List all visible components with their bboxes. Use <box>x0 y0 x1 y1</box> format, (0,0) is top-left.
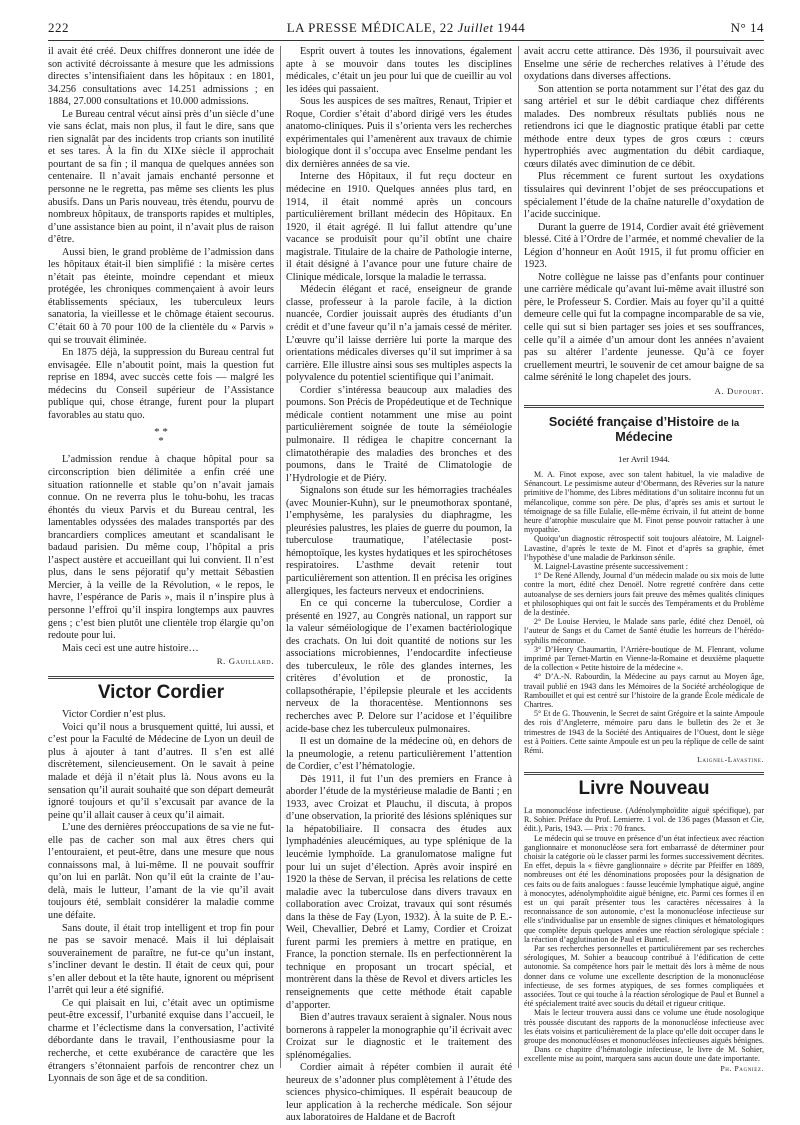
section-rule <box>524 405 764 408</box>
section-title-victor-cordier: Victor Cordier <box>97 681 225 703</box>
meeting-date: 1er Avril 1944. <box>618 454 670 465</box>
paragraph: Victor Cordier n’est plus. <box>62 709 166 721</box>
asterism-separator: * * * <box>154 426 168 448</box>
page-number: 222 <box>48 20 69 35</box>
paragraph: Durant la guerre de 1914, Cordier avait été grièvement blessé. Cité à l’Ordre de l’armée, et nommé chevalier de la Légion d’honneur en Août 1915, il fut promu officier en 1923. <box>524 221 764 271</box>
society-report <box>524 470 764 765</box>
paragraph: Aussi bien, le grand problème de l’admission dans les hôpitaux était-il bien simplifié : la misère certes n’était pas éteinte, moindre cependant et mieux protégée, les chroniques commençaient à avoir leurs établissements spéciaux, les tuberculeux leurs sanatoria, la vieillesse et le chômage étaient secourus. C’était 60 à 70 pour 100 de la clientèle du « Parvis » qui se trouvait éliminée. <box>48 246 274 346</box>
column-2 <box>286 46 512 1125</box>
paragraph: Dès 1911, il fut l’un des premiers en France à aborder l’étude de la mystérieuse maladie de Banti ; en 1933, avec Croizat et Plauchu, il discuta, à propos d’une observation, la priorité des lésions spléniques sur la hépatobiliaire. Il consacra des études aux lymphadénies aleucémiques, au type splénique de la leucémie lymphoïde. La granulomatose maligne fut pour lui un sujet d’élection. Après avoir inspiré en 1920 la thèse de Servan, il précisa les relations de cette maladie avec la tuberculose dans divers travaux en collaboration avec Croizat, travaux qui sont résumés dans la thèse de Fay (Lyon, 1932). À la suite de P. E.-Weil, Chevallier, Debré et Lamy, Cordier et Croizat furent parmi les premiers à mettre en pratique, en France, la ponction sternale. Ils en perfectionnèrent la technique en proposant un trocart spécial, et montrèrent dans la thèse de Revol et divers articles les renseignements que cette méthode était capable d’apporter. <box>286 773 512 1011</box>
paragraph: Dans ce chapitre d’hématologie infectieuse, le livre de M. Sohier, excellente mise au point, marquera sans aucun doute une date importante. <box>524 1045 764 1064</box>
paragraph: L’admission rendue à chaque hôpital pour sa circonscription bien délimitée a enfin créé une situation rationnelle et stable qu’on n’avait jamais connue. On ne reverra plus le tohu-bohu, les tracas éhontés du vieux Parvis et du Bureau central, les lamentables odyssées des malades transportés par des brancardiers complices ameutant et scandalisant le badaud parisien. Du même coup, l’hôpital a pris l’aspect austère et accueillant qui lui convient. Il n’est plus, dans le sens péjoratif qu’y mettait Sébastien Mercier, à la veille de la Révolution, « le repos, le havre, l’espérance de Paris », mais il n’inspire plus à personne l’effroi qu’il inspira longtemps aux pauvres gens ; c’est bien plutôt une clientèle trop élargie qu’on redoute pour lui. <box>48 454 274 642</box>
date-month: Juillet <box>457 20 494 35</box>
paragraph: 1° De René Allendy, Journal d’un médecin malade ou six mois de lutte contre la mort, édité chez Denoël. Notre regretté confrère dans cette autoanalyse de ses derniers jours fait preuve des mêmes qualités cliniques et philosophiques qui ont fait le succès des Tempéraments et du Problème de la destinée. <box>524 571 764 617</box>
title-part: Médecine <box>615 429 673 444</box>
date-day: 22 <box>439 20 454 35</box>
paragraph: En ce qui concerne la tuberculose, Cordier a présenté en 1927, au Congrès national, un rapport sur la valeur séméiologique de l’examen bactériologique des crachats. On lui doit quantité de notions sur les associations microbiennes, l’endocardite infectieuse des tuberculeux, le rôle des glandes internes, les critères d’évolution et de pronostic, la collapsothérapie, l’épilepsie pleurale et les accidents nerveux de la thoracentèse. Mentionnons ses recherches avec P. Delore sur l’acidose et l’équilibre acide-base chez les tuberculeux pulmonaires. <box>286 598 512 735</box>
paragraph: Ce qui plaisait en lui, c’était avec un optimisme peut-être excessif, l’urbanité exquise dans l’accueil, le charme et l’éclectisme dans la conversation, l’activité débordante dans le travail, l’enthousiasme pour la recherche, et cette exubérance de caractère que les étrangers s’étonnaient parfois de rencontrer chez un Lyonnais de son âge et de sa condition. <box>48 997 274 1085</box>
title-part: Société française d’Histoire <box>548 415 718 430</box>
section-rule <box>524 772 764 775</box>
paragraph: M. A. Finot expose, avec son talent habituel, la vie maladive de Sénancourt. Le pessimisme auteur d’Obermann, des Rêveries sur la nature primitive de l’homme, des Libres méditations d’un solitaire inconnu fut un mélancolique, comme son père. De plus, d’après ses amis et surtout le témoignage de sa fille Eulalie, elle-même écrivain, il fut atteint de bonne heure d’atrophie musculaire que M. Finot pense pouvoir rattacher à une myopathie. <box>524 469 764 535</box>
journal-header-title <box>48 20 764 36</box>
paragraph: Mais le lecteur trouvera aussi dans ce volume une étude nosologique très poussée discutant des rapports de la mononucléose infectieuse avec les états voisins et particulièrement de la place qu’elle doit occuper dans le groupe des mononucléoses et mononucléoses infectieuses aiguës bénignes. <box>524 1008 764 1046</box>
book-review <box>524 806 764 1073</box>
page-header <box>48 20 764 42</box>
column-divider-1 <box>280 46 281 1068</box>
section-title-livre-nouveau: Livre Nouveau <box>578 778 710 800</box>
paragraph: En 1875 déjà, la suppression du Bureau central fut envisagée. Elle n’aboutit point, mais la question fut reprise en 1894, avec succès cette fois — malgré les médecins du Conseil supérieur de l’Assistance publique qui, chose étrange, furent pour la plupart favorables au statu quo. <box>48 347 274 421</box>
paragraph: L’une des dernières préoccupations de sa vie ne fut-elle pas de cacher son mal aux êtres chers qui l’entouraient, et peut-être, dans une mesure que nous connaissons mal, à lui-même. Il ne pouvait souffrir qu’on lui en parlât. Non qu’il eût la crainte de l’au-delà, mais le lutteur, l’amant de la vie qu’il avait toujours été, semblait considérer la maladie comme une défaite. <box>48 822 274 921</box>
issue-number: N° 14 <box>730 20 764 35</box>
paragraph: avait accru cette attirance. Dès 1936, il poursuivait avec Enselme une série de recherches relatives à l’étude des oxydations dans diverses affections. <box>524 46 764 83</box>
paragraph: Il est un domaine de la médecine où, en dehors de la pneumologie, a retenu particulièrement l’attention de Cordier, c’est l’hématologie. <box>286 736 512 773</box>
section-title-societe-histoire-medecine <box>524 416 764 443</box>
paragraph: Son attention se porta notamment sur l’état des gaz du sang artériel et sur le débit cardiaque chez différents malades. Des nombreux résultats publiés nous ne retiendrons ici que le diagnostic pratique établi par cette méthode entre deux types de gros cœurs : cœurs hypertrophiés avec augmentation du débit cardiaque, cœurs dilatés avec diminution de ce débit. <box>524 83 764 170</box>
book-citation: La mononucléose infectieuse. (Adénolymphoïdite aiguë spécifique), par R. Sohier. Préface du Prof. Lemierre. 1 vol. de 136 pages (Masson et Cie, édit.), Paris, 1943. — Prix : 70 francs. <box>524 806 764 834</box>
paragraph: il avait été créé. Deux chiffres donneront une idée de son activité décroissante à mesure que les admissions directes s’intensifiaient dans les hôpitaux : en 1801, 34.256 consultations avec 14.251 admissions ; en 1884, 27.000 consultations et 10.000 admissions. <box>48 46 274 108</box>
column-1 <box>48 46 274 1086</box>
paragraph: Plus récemment ce furent surtout les oxydations tissulaires qui devinrent l’objet de ses préoccupations et spécialement l’étude de la chaîne naturelle d’oxydation de l’acide succinique. <box>524 171 764 221</box>
author-signature: A. Dufourt. <box>714 385 764 396</box>
paragraph: Notre collègue ne laisse pas d’enfants pour continuer une carrière médicale qu’avant lui-même avait illustré son père, le Professeur S. Cordier. Mais au foyer qu’il a quitté demeure celle qui fut la compagne incomparable de sa vie, celle qui sut si bien partager ses joies et ses souffrances, celle qu’il a aimée d’un amour dont les années n’avaient pas su altérer l’ardente jeunesse. Qu’à ce foyer cruellement meurtri, le souvenir de cet amour baigne de sa calme sérénité le long chapelet des jours. <box>524 271 764 384</box>
author-signature: R. Gauillard. <box>216 656 274 667</box>
section-rule <box>48 676 274 679</box>
title-part-small: de la <box>717 418 740 430</box>
column-divider-2 <box>518 46 519 1068</box>
paragraph: Signalons son étude sur les hémorragies trachéales (avec Mounier-Kuhn), sur le pneumothorax spontané, l’emphysème, les paralysies du diaphragme, les pleurésies palustres, les plaies de guerre du poumon, la tuberculose traumatique, l’atélectasie post-hémoptoïque, les kystes hydatiques et les spirochétoses respiratoires. L’asthme devait retenir tout particulièrement son attention. Il en précisa les origines allergiques, les facteurs nerveux et endocriniens. <box>286 485 512 597</box>
paragraph: Le médecin qui se trouve en présence d’un état infectieux avec réaction ganglionnaire et mononucléose sera fort embarrassé de déterminer pour choisir la catégorie où le classer parmi les formes successivement décrites. En effet, depuis la « fièvre ganglionnaire » décrite par Pfeiffer en 1889, nombreuses ont été les dénominations proposées pour la désignation de ces faits ou de faits analogues : fausse leucémie lymphatique aiguë, angine à monocytes, adénolymphoïdite aiguë bénigne, etc. Parmi ces formes il en est un qui paraît présenter tous les caractères nécessaires à la reconnaissance de son autonomie, c’est la mononucléose infectieuse sur elle s’individualise par un ensemble de signes cliniques et hématologiques que complète depuis quelques années une réaction sérologique spéciale : la réaction d’agglutination de Paul et Bunnel. <box>524 833 764 944</box>
column-3 <box>524 46 764 1073</box>
paragraph: 2° De Louise Hervieu, le Malade sans parle, édité chez Denoël, où l’auteur de Sangs et du Carnet de Santé étudie les horreurs de l’hérédo-syphilis méconnue. <box>524 617 764 645</box>
paragraph: 3° D’Henry Chaumartin, l’Arrière-boutique de M. Flenrant, volume imprimé par Ternet-Martin en Vienne-la-Romaine et deuxième plaquette de la collection « Petite histoire de la médecine ». <box>524 644 764 673</box>
paragraph: Sous les auspices de ses maîtres, Renaut, Tripier et Roque, Cordier s’était d’abord dirigé vers les études anatomo-cliniques. Puis il s’orienta vers les recherches expérimentales qui l’amenèrent aux travaux de chimie biologique dont il s’occupa avec Enselme pendant les dix dernières années de sa vie. <box>286 96 512 170</box>
paragraph: Interne des Hôpitaux, il fut reçu docteur en médecine en 1910. Quelques années plus tard, en 1914, il était nommé après un concours particulièrement brillant médecin des Hôpitaux. En 1920, il était agrégé. Il lui fallut attendre qu’une vacance se produisît pour qu’il obtînt une chaire magistrale. Titulaire de la chaire de Pathologie interne, il était désigné à l’avance pour une future chaire de Clinique médicale, lorsque la maladie le terrassa. <box>286 171 512 283</box>
paragraph: Le Bureau central vécut ainsi près d’un siècle d’une vie sans éclat, mais non plus, il faut le dire, sans que rien signalât par des incidents trop criants son inutilité et ses tares. À la fin du XIXe siècle il approchait pourtant de sa fin ; il manqua de quelques années son centenaire. Il n’avait jamais enchanté personne et personne ne le regretta, pas même ses clients les plus abusifs. Dans un Paris nouveau, très étendu, pourvu de nombreux hôpitaux, de transports rapides et multiples, d’une assistance bien au point, il n’avait plus de raison d’être. <box>48 108 274 246</box>
paragraph: Cordier aimait à répéter combien il aurait été heureux de s’adonner plus complètement à l’étude des sciences physico-chimiques. Il espérait beaucoup de leur application à la recherche médicale. Son séjour aux laboratoires de Haldane et de Bacroft <box>286 1062 512 1124</box>
paragraph: M. Laignel-Lavastine présente successivement : <box>534 561 688 571</box>
paragraph: Médecin élégant et racé, enseigneur de grande classe, professeur à la parole facile, à la diction nuancée, Cordier jouissait auprès des étudiants d’un crédit et d’une faveur qu’il n’a jamais cessé de mériter. L’œuvre qu’il laisse derrière lui porte la marque des orientations médicales diverses qu’il sut imprimer à sa carrière. Elle illustre ainsi sous ses multiples aspects la polyvalence du potentiel scientifique qui l’animait. <box>286 284 512 384</box>
paragraph: Bien d’autres travaux seraient à signaler. Nous nous bornerons à rappeler la monographie qu’il écrivait avec Croizat sur le diagnostic et le traitement des splénomégalies. <box>286 1012 513 1061</box>
paragraph: Par ses recherches personnelles et particulièrement par ses recherches sérologiques, M. Sohier a beaucoup contribué à l’édification de cette autonomie. Sa compétence hors pair le mettait dès lors à même de nous donner dans ce volume une excellente description de la mononucléose infectieuse, de ses formes atypiques, de ses formes compliquées et associées. Tout ce qui touche à la réaction sérologique de Paul et Bunnel a été spécialement traité avec soucis du détail et rigueur critique. <box>524 944 764 1009</box>
paragraph: Mais ceci est une autre histoire… <box>62 642 199 654</box>
paragraph: 4° D’A.-N. Rabourdin, la Médecine au pays carnut au Moyen âge, travail publié en 1943 dans les Mémoires de la Société archéologique de Rambouillet et qui est centré sur l’histoire de la grande École médicale de Chartres. <box>524 672 764 710</box>
paragraph: 5° Et de G. Thouvenin, le Secret de saint Grégoire et la sainte Ampoule des rois d’Angleterre, mémoire paru dans le bulletin des 2e et 3e trimestres de 1943 de la Société des Antiquaires de l’Ouest, dont le siège est à Poitiers. Cette sainte Ampoule est un peu la réplique de celle de saint Rémi. <box>524 709 764 756</box>
paragraph: Voici qu’il nous a brusquement quitté, lui aussi, et c’est pour la Faculté de Médecine de Lyon un deuil de plus à ajouter à tant d’autres. Il s’en est allé discrètement, silencieusement. On le savait à peine malade et déjà il n’était plus là. Nous avons eu la sensation qu’il aurait souhaité que son départ demeurât ignoré toujours et qu’il s’excusait par avance de la peine qu’il allait causer à ceux qu’il aimait. <box>48 721 274 821</box>
header-rule <box>48 40 764 41</box>
author-signature: Ph. Pagniez. <box>720 1063 764 1073</box>
paragraph: Esprit ouvert à toutes les innovations, également apte à se mouvoir dans toutes les disciplines médicales, c’était un jeu pour lui que de cueillir au vol les idées qui passaient. <box>286 46 512 95</box>
paragraph: Sans doute, il était trop intelligent et trop fin pour ne pas se savoir menacé. Mais il lui déplaisait souverainement de paraître, ne fut-ce qu’un instant, s’incliner devant le destin. Il était de ceux qui, pour s’en aller debout et la tête haute, ignorent ou méprisent l’arrêt qui leur a été signifié. <box>48 922 274 997</box>
journal-title: LA PRESSE MÉDICALE, <box>286 20 436 35</box>
date-year: 1944 <box>497 20 526 35</box>
author-signature: Laignel-Lavastine. <box>697 755 764 765</box>
paragraph: Quoiqu’un diagnostic rétrospectif soit toujours aléatoire, M. Laignel-Lavastine, d’après le texte de M. Finot et d’après sa graphie, émet l’hypothèse d’une maladie de Parkinson sénile. <box>524 534 764 562</box>
paragraph: Cordier s’intéressa beaucoup aux maladies des poumons. Son Précis de Propédeutique et de Technique médicale contient notamment une mise au point particulièrement soignée de toute la séméiologie pulmonaire. Il rédigea le chapitre concernant la climatothérapie des maladies des bronches et des poumons, dans le Traité de Climatologie de l’Hydrologie et de Piéry. <box>286 384 513 484</box>
